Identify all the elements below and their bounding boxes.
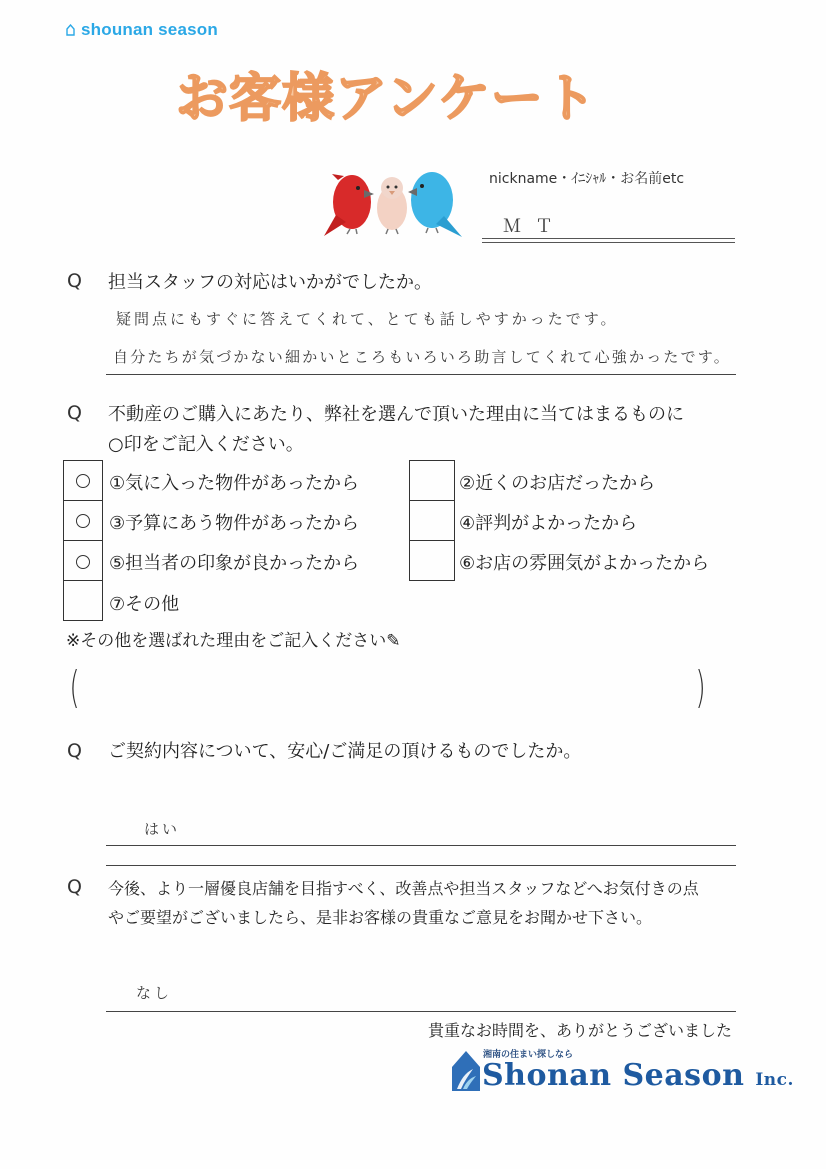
nickname-label: nickname・ｲﾆｼｬﾙ・お名前etc — [489, 171, 685, 187]
brand-name: shounan season — [81, 20, 218, 39]
checkbox-option-3[interactable] — [63, 500, 103, 541]
q3-question: ご契約内容について、安心/ご満足の頂けるものでしたか。 — [108, 741, 582, 762]
option-7-label: ⑦その他 — [109, 594, 180, 615]
checkbox-option-5[interactable] — [63, 540, 103, 581]
q1-question: 担当スタッフの対応はいかがでしたか。 — [108, 272, 432, 293]
q4-question-line-2: やご要望がございましたら、是非お客様の貴重なご意見をお聞かせ下さい。 — [108, 908, 653, 927]
q4-answer: なし — [136, 984, 173, 1002]
q4-underline — [106, 1011, 736, 1012]
thanks-message: 貴重なお時間を、ありがとうございました — [427, 1021, 732, 1040]
q4-question-line-1: 今後、より一層優良店舗を目指すべく、改善点や担当スタッフなどへお気付きの点 — [108, 879, 699, 898]
circle-mark-icon — [76, 555, 90, 569]
checkbox-option-4[interactable] — [409, 500, 455, 541]
birds-illustration — [322, 160, 467, 240]
section-divider — [106, 865, 736, 866]
q3-underline — [106, 845, 736, 846]
option-4-label: ④評判がよかったから — [459, 513, 638, 534]
circle-mark-icon — [76, 514, 90, 528]
checkbox-option-7[interactable] — [63, 580, 103, 621]
checkbox-option-1[interactable] — [63, 460, 103, 501]
q2-question-line-2: ○印をご記入ください。 — [108, 434, 304, 455]
circle-mark-icon — [76, 474, 90, 488]
logo-inc: Inc. — [755, 1070, 794, 1090]
option-6-label: ⑥お店の雰囲気がよかったから — [459, 553, 710, 574]
q1-answer-line-2: 自分たちが気づかない細かいところもいろいろ助言してくれて心強かったです。 — [113, 348, 732, 366]
option-1-label: ①気に入った物件があったから — [109, 473, 359, 494]
option-3-label: ③予算にあう物件があったから — [109, 513, 359, 534]
page-title: お客様アンケート — [176, 69, 597, 129]
checkbox-option-2[interactable] — [409, 460, 455, 501]
house-logo-icon — [451, 1049, 481, 1092]
q2-mark: Q — [67, 402, 82, 424]
q1-answer-line-1: 疑問点にもすぐに答えてくれて、とても話しやすかったです。 — [116, 310, 619, 328]
q2-question-line-1: 不動産のご購入にあたり、弊社を選んで頂いた理由に当てはまるものに — [108, 404, 684, 425]
option-5-label: ⑤担当者の印象が良かったから — [109, 553, 360, 574]
paren-open: ( — [69, 662, 80, 713]
other-reason-prompt: ※その他を選ばれた理由をご記入ください✎ — [66, 631, 401, 651]
q1-underline — [106, 374, 736, 375]
checkbox-option-6[interactable] — [409, 540, 455, 581]
option-2-label: ②近くのお店だったから — [459, 473, 656, 494]
logo-tagline: 湘南の住まい探しなら — [483, 1050, 574, 1060]
q4-mark: Q — [67, 876, 82, 898]
house-icon — [66, 24, 75, 36]
q3-mark: Q — [67, 740, 82, 762]
company-logo — [482, 1058, 794, 1093]
brand-header — [66, 20, 218, 40]
nickname-value: ＭＴ — [503, 216, 567, 237]
q3-answer: はい — [144, 820, 181, 838]
nickname-underline — [482, 238, 735, 243]
q1-mark: Q — [67, 270, 82, 292]
paren-close: ) — [695, 662, 706, 713]
logo-name: Shonan Season — [482, 1058, 745, 1093]
other-reason-field[interactable] — [110, 672, 680, 712]
